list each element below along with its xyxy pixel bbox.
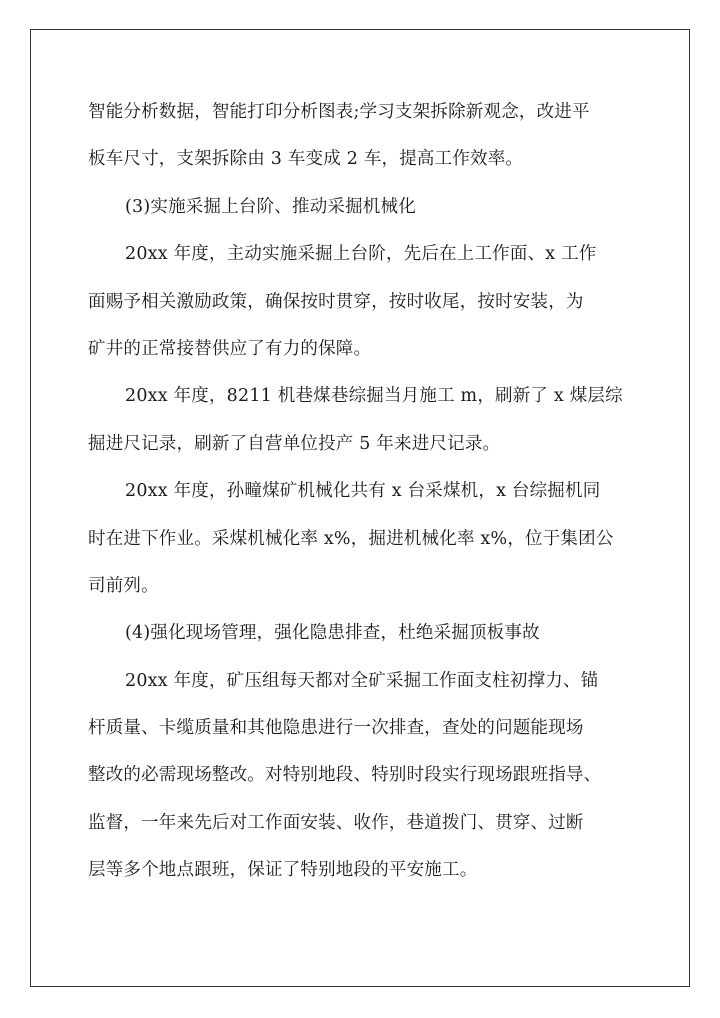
section-heading: (3)实施采掘上台阶、推动采掘机械化: [125, 196, 416, 217]
text-line: 掘进尺记录，刷新了自营单位投产 5 年来进尺记录。: [88, 433, 501, 454]
text-line: 智能分析数据，智能打印分析图表;学习支架拆除新观念，改进平: [88, 102, 590, 122]
text-line: 时在进下作业。采煤机械化率 x%，掘进机械化率 x%，位于集团公: [88, 528, 614, 549]
text-line: 板车尺寸，支架拆除由 3 车变成 2 车，提高工作效率。: [88, 149, 524, 170]
text-line: 司前列。: [88, 575, 159, 596]
text-line: 矿井的正常接替供应了有力的保障。: [88, 338, 372, 359]
section-heading: (4)强化现场管理，强化隐患排查，杜绝采掘顶板事故: [125, 623, 540, 644]
paragraph-start-line: 20xx 年度，矿压组每天都对全矿采掘工作面支柱初撑力、锚: [125, 670, 599, 691]
text-line: 面赐予相关激励政策，确保按时贯穿，按时收尾，按时安装，为: [88, 291, 584, 312]
text-line: 整改的必需现场整改。对特别地段、特别时段实行现场跟班指导、: [88, 765, 602, 786]
paragraph-start-line: 20xx 年度，孙疃煤矿机械化共有 x 台采煤机，x 台综掘机同: [125, 481, 601, 502]
document-body: [88, 92, 633, 898]
paragraph-start-line: 20xx 年度，主动实施采掘上台阶，先后在上工作面、x 工作: [125, 244, 597, 265]
text-line: 杆质量、卡缆质量和其他隐患进行一次排查，查处的问题能现场: [88, 718, 584, 739]
text-line: 监督，一年来先后对工作面安装、收作，巷道拨门、贯穿、过断: [88, 812, 584, 833]
text-line: 层等多个地点跟班，保证了特别地段的平安施工。: [88, 860, 478, 881]
paragraph-start-line: 20xx 年度，8211 机巷煤巷综掘当月施工 m，刷新了 x 煤层综: [125, 386, 623, 407]
